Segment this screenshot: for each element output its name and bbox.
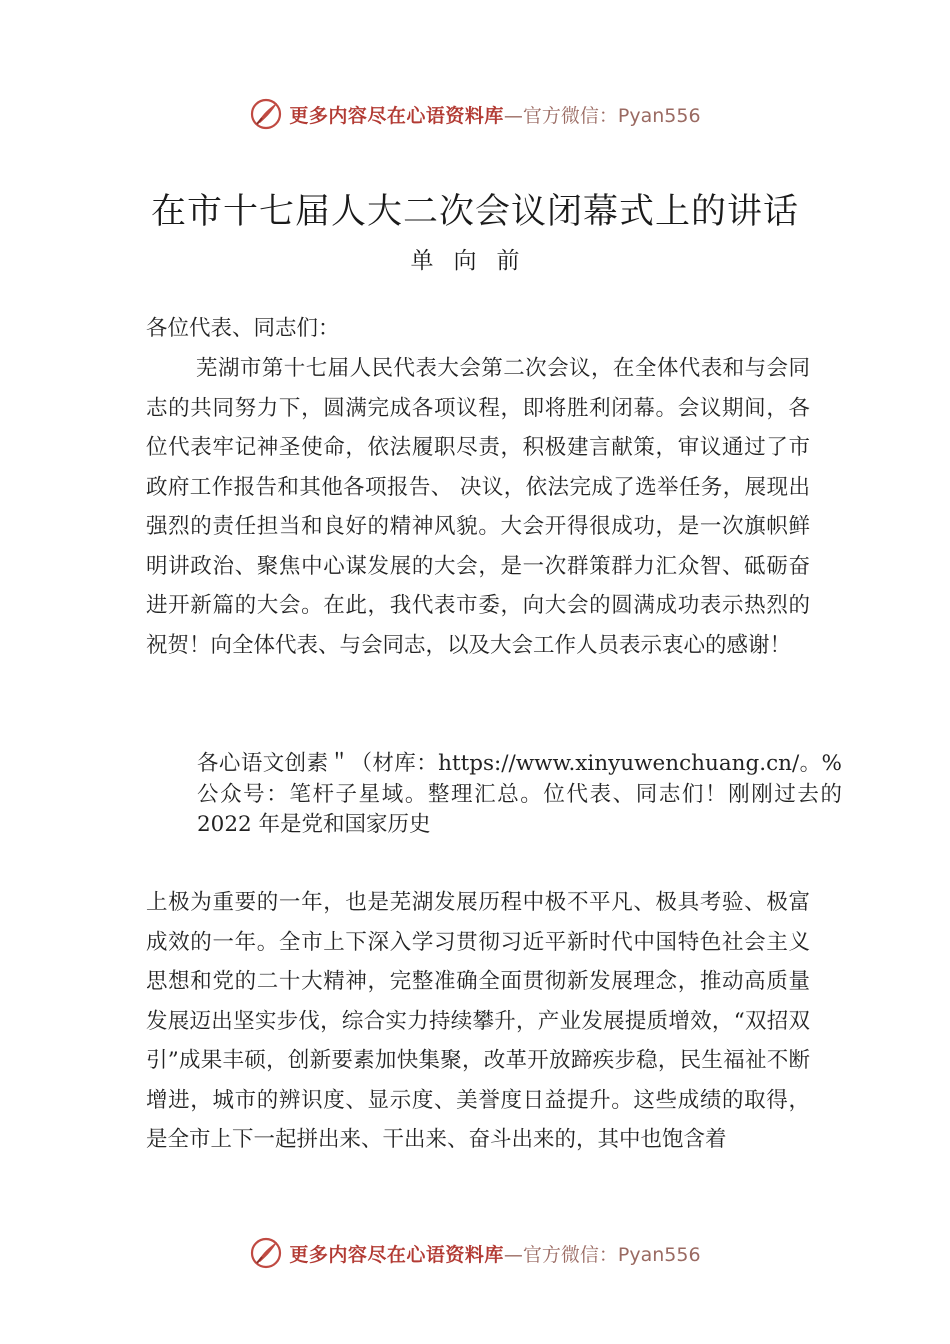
banner-red-text: 更多内容尽在心语资料库 bbox=[289, 104, 504, 127]
paragraph-2: 上极为重要的一年，也是芜湖发展历程中极不平凡、极具考验、极富成效的一年。全市上下深入学习贯彻习近平新时代中国特色社会主义思想和党的二十大精神，完整准确全面贯彻新发展理念，推动高质量发展迈出坚实步伐，综合实力持续攀升，产业发展提质增效，“双招双引”成果丰硕，创新要素加快集聚，改革开放蹄疾步稳，民生福祉不断增进，城市的辨识度、显示度、美誉度日益提升。这些成绩的取得，是全市上下一起拼出来、干出来、奋斗出来的，其中也饱含着 bbox=[146, 890, 810, 1152]
banner-gray-text: —官方微信：Pyan556 bbox=[503, 104, 701, 127]
banner-gray-text: —官方微信：Pyan556 bbox=[503, 1243, 701, 1266]
footer-watermark-banner bbox=[0, 1233, 950, 1273]
quill-logo-icon bbox=[249, 1236, 283, 1270]
document-author: 单向前 bbox=[410, 248, 540, 274]
quill-logo-icon bbox=[249, 97, 283, 131]
inserted-note: 各心语文创素＂（材库：https://www.xinyuwenchuang.cn/。%公众号：笔杆子星域。整理汇总。位代表、同志们！刚刚过去的 2022 年是党和国家历史 bbox=[197, 751, 842, 837]
banner-red-text: 更多内容尽在心语资料库 bbox=[289, 1243, 504, 1266]
salutation: 各位代表、同志们： bbox=[146, 316, 340, 341]
document-title: 在市十七届人大二次会议闭幕式上的讲话 bbox=[150, 192, 799, 232]
paragraph-1: 芜湖市第十七届人民代表大会第二次会议，在全体代表和与会同志的共同努力下，圆满完成各项议程，即将胜利闭幕。会议期间，各位代表牢记神圣使命，依法履职尽责，积极建言献策，审议通过了市政府工作报告和其他各项报告、 决议，依法完成了选举任务，展现出强烈的责任担当和良好的精神风貌。大会开得很成功，是一次旗帜鲜明讲政治、聚焦中心谋发展的大会，是一次群策群力汇众智、砥砺奋进开新篇的大会。在此，我代表市委，向大会的圆满成功表示热烈的祝贺！向全体代表、与会同志，以及大会工作人员表示衷心的感谢！ bbox=[146, 356, 810, 658]
header-watermark-banner bbox=[0, 94, 950, 134]
